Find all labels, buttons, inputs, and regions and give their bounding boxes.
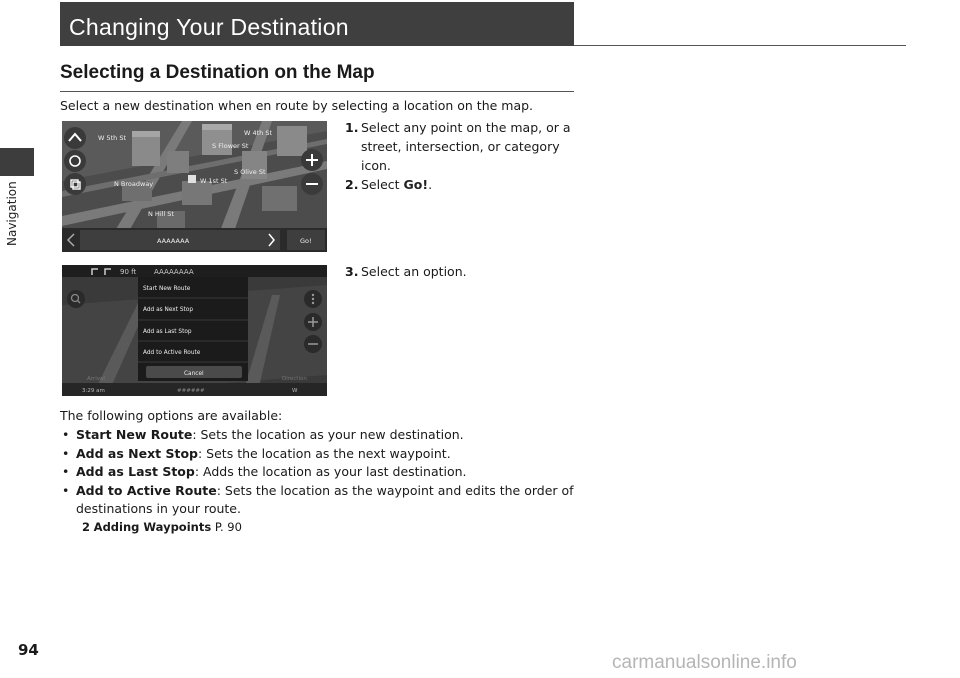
direction-label: Direction	[282, 376, 307, 382]
step-text: Select	[361, 177, 404, 192]
option-name: Add as Next Stop	[76, 445, 198, 461]
option-desc: : Sets the location as your new destination.	[192, 427, 464, 442]
option-desc: : Sets the location as the waypoint and edits the order of	[216, 482, 574, 498]
bullet-icon: •	[62, 427, 70, 442]
cross-reference-title: Adding Waypoints	[93, 520, 212, 534]
go-button-label: Go!	[300, 237, 312, 245]
step-keyword: Go!	[403, 177, 429, 192]
option-desc-continued: destinations in your route.	[76, 501, 241, 516]
street-label: W 1st St	[200, 177, 228, 185]
street-label: W 5th St	[98, 134, 127, 142]
chapter-side-tab	[0, 148, 34, 176]
menu-item-add-to-active-route[interactable]: Add to Active Route	[143, 350, 201, 356]
option-name: Add to Active Route	[76, 482, 217, 498]
section-title: Selecting a Destination on the Map	[60, 62, 375, 83]
options-illustration	[62, 265, 327, 396]
step-1	[345, 118, 575, 175]
chevron-up-icon[interactable]	[64, 127, 86, 149]
section-intro: Select a new destination when en route by selecting a location on the map.	[60, 98, 534, 113]
step-number: 3.	[345, 264, 359, 279]
watermark: carmanualsonline.info	[612, 652, 797, 673]
street-label: N Broadway	[114, 180, 154, 188]
street-label: S Olive St	[234, 168, 266, 176]
step-text: icon.	[361, 158, 391, 173]
zoom-out-icon[interactable]	[301, 173, 323, 195]
maneuver-street: AAAAAAAA	[154, 268, 194, 276]
step-number: 2.	[345, 177, 359, 192]
step-text: Select any point on the map, or a	[361, 120, 571, 135]
section-rule	[60, 91, 574, 92]
chapter-rule	[574, 45, 906, 46]
option-name: Add as Last Stop	[76, 464, 195, 479]
bullet-icon: •	[62, 464, 70, 479]
zoom-in-icon[interactable]	[301, 149, 323, 171]
step-3	[345, 262, 467, 281]
zoom-out-icon	[304, 335, 322, 353]
map-screenshot	[62, 121, 327, 252]
menu-item-add-as-next-stop[interactable]: Add as Next Stop	[143, 307, 194, 313]
zoom-in-icon	[304, 313, 322, 331]
options-list	[60, 426, 580, 519]
menu-item-start-new-route[interactable]: Start New Route	[143, 286, 191, 292]
options-intro: The following options are available:	[60, 408, 283, 423]
bullet-icon: •	[62, 482, 70, 498]
cross-reference-link[interactable]	[82, 520, 242, 534]
street-label: W 4th St	[244, 129, 273, 137]
option-desc: : Adds the location as your last destination.	[194, 464, 467, 479]
map-illustration	[62, 121, 327, 252]
street-label: S Flower St	[212, 142, 249, 150]
more-options-icon	[304, 290, 322, 308]
option-desc: : Sets the location as the next waypoint.	[198, 445, 451, 461]
street-label: N Hill St	[148, 210, 174, 218]
arrival-label: Arrival	[87, 376, 105, 382]
chapter-title: Changing Your Destination	[69, 14, 349, 40]
list-item	[60, 482, 580, 519]
refresh-icon[interactable]	[64, 150, 86, 172]
step-number: 1.	[345, 120, 359, 135]
cross-reference-icon: 2	[82, 520, 91, 534]
layers-icon[interactable]	[64, 173, 86, 195]
bullet-icon: •	[62, 445, 70, 461]
option-name: Start New Route	[76, 427, 193, 442]
bottom-info: ######	[177, 388, 205, 394]
step-text: .	[428, 177, 433, 192]
options-screenshot	[62, 265, 327, 396]
direction-value: W	[292, 388, 298, 394]
cross-reference-page: P. 90	[211, 520, 242, 534]
chapter-header	[60, 2, 574, 46]
selected-location-name: AAAAAAA	[157, 237, 190, 245]
arrival-time: 3:29 am	[82, 388, 105, 394]
menu-item-add-as-last-stop[interactable]: Add as Last Stop	[143, 329, 192, 335]
maneuver-distance: 90 ft	[120, 268, 137, 276]
cancel-button-label: Cancel	[184, 371, 204, 377]
search-icon	[67, 290, 85, 308]
list-item	[60, 463, 580, 482]
step-2	[345, 175, 432, 194]
step-text: street, intersection, or category	[361, 139, 560, 154]
page-number: 94	[18, 641, 39, 659]
step-text: Select an option.	[361, 264, 467, 279]
list-item	[60, 445, 580, 464]
list-item	[60, 426, 580, 445]
sidebar-section-label: Navigation	[5, 181, 19, 246]
